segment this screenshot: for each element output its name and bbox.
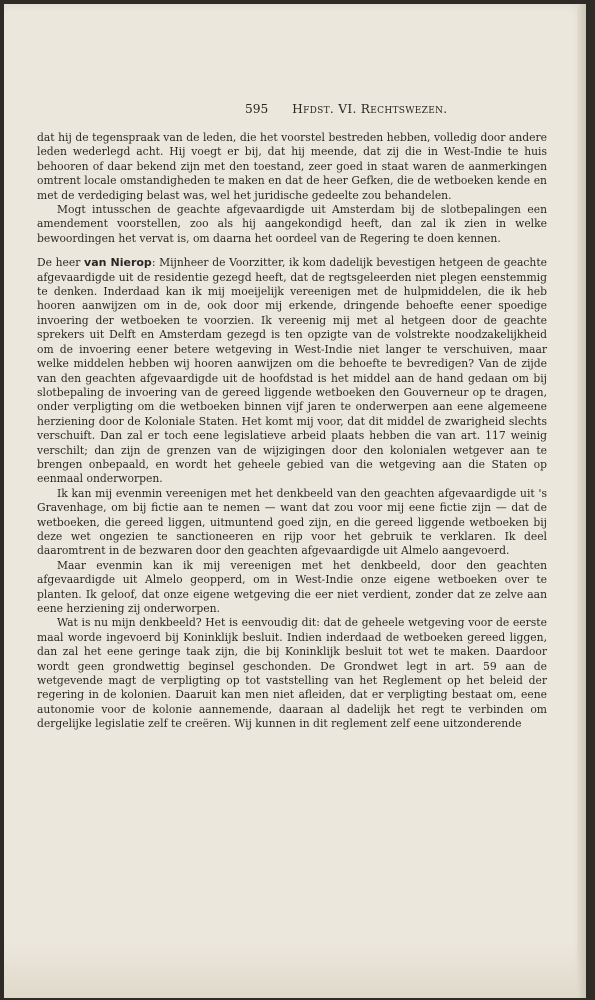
paragraph: dat hij de tegenspraak van de leden, die het voorstel bestreden hebben, volledig door andere leden wederlegd acht. Hij voegt er bij, dat hij meende, dat zij die in West-Indie te huis behooren of daar bekend zijn met den toestand, zeer goed in staat waren de aanmerkingen omtrent locale omstandigheden te maken en dat de heer Gefken, die de wetboeken kende en met de verdediging belast was, wel het juridische gedeelte zou behandelen.	[37, 131, 547, 202]
page-edge	[577, 4, 586, 998]
paragraph: Mogt intusschen de geachte afgevaardigde uit Amsterdam bij de slotbepalingen een amendement voorstellen, zoo als hij aangekondigd heeft, dan zal ik zien in welke bewoordingen het vervat is, om daarna het oordeel van de Regering te doen kennen.	[37, 203, 547, 245]
speaker-name: van Nierop	[84, 256, 152, 270]
page-number: 595	[245, 102, 269, 116]
page-header	[245, 102, 447, 116]
paragraph-speech	[37, 256, 547, 487]
page-bottom-shade	[4, 943, 586, 998]
body-text	[37, 131, 547, 732]
paragraph: Maar evenmin kan ik mij vereenigen met het denkbeeld, door den geachten afgevaardigde uit Almelo geopperd, om in West-Indie onze eigene wetboeken over te planten. Ik geloof, dat onze eigene wetgeving die eer niet verdient, zonder dat ze zelve aan eene herziening zij onderworpen.	[37, 558, 547, 615]
running-title: Hfdst. VI. Rechtswezen.	[292, 102, 448, 116]
speech-intro: De heer	[37, 256, 85, 270]
speech-text: : Mijnheer de Voorzitter, ik kom dadelijk bevestigen hetgeen de geachte afgevaardigde uit de residentie gezegd heeft, dat de regtsgeleerden niet plegen eenstemmig te denken. Inderdaad kan ik mij moeijelijk vereenigen met de hulpmiddelen, die ik heb hooren aanwijzen om in de, ook door mij erkende, dringende behoefte eener spoedige invoering der wetboeken te voorzien. Ik vereenig mij met al hetgeen door de geachte sprekers uit Delft en Amsterdam gezegd is ten opzigte van de volstrekte noodzakelijkheid om de invoering eener betere wetgeving in West-Indie niet langer te verschuiven, maar welke middelen hebben wij hooren aanwijzen om die behoefte te bevredigen? Van de zijde van den geachten afgevaardigde uit de hoofdstad is het middel aan de hand gedaan om bij slotbepaling de invoering van de gereed liggende wetboeken den Gouverneur op te dragen, onder verpligting om die wetboeken binnen vijf jaren te onderwerpen aan eene algemeene herziening door de Koloniale Staten. Het komt mij voor, dat dit middel de zwarigheid slechts verschuift. Dan zal er toch eene legislatieve arbeid plaats hebben die van art. 117 weinig verschilt; dan zijn de grenzen van de wijzigingen door den kolonialen wetgever aan te brengen onbepaald, en wordt het geheele gebied van die wetgeving aan die Staten op eenmaal onderworpen.	[37, 256, 548, 486]
book-page	[4, 4, 586, 998]
paragraph: Wat is nu mijn denkbeeld? Het is eenvoudig dit: dat de geheele wetgeving voor de eerste maal worde ingevoerd bij Koninklijk besluit. Indien inderdaad de wetboeken gereed liggen, dan zal het eene geringe taak zijn, die bij Koninklijk besluit tot wet te maken. Daardoor wordt geen grondwettig beginsel geschonden. De Grondwet legt in art. 59 aan de wetgevende magt de verpligting op tot vaststelling van het Reglement op het beleid der regering in de kolonien. Daaruit kan men niet afleiden, dat er verpligting bestaat om, eene autonomie voor de kolonie aannemende, daaraan al dadelijk het regt te verbinden om dergelijke legislatie zelf te creëren. Wij kunnen in dit reglement zelf eene uitzonderende	[37, 616, 547, 731]
paragraph: Ik kan mij evenmin vereenigen met het denkbeeld van den geachten afgevaardigde uit 's Gravenhage, om bij fictie aan te nemen — want dat zou voor mij eene fictie zijn — dat de wetboeken, die gereed liggen, uitmuntend goed zijn, en die gereed liggende wetboeken bij deze wet ongezien te sanctioneeren en rijp voor het gebruik te verklaren. Ik deel daaromtrent in de bezwaren door den geachten afgevaardigde uit Almelo aangevoerd.	[37, 486, 547, 558]
